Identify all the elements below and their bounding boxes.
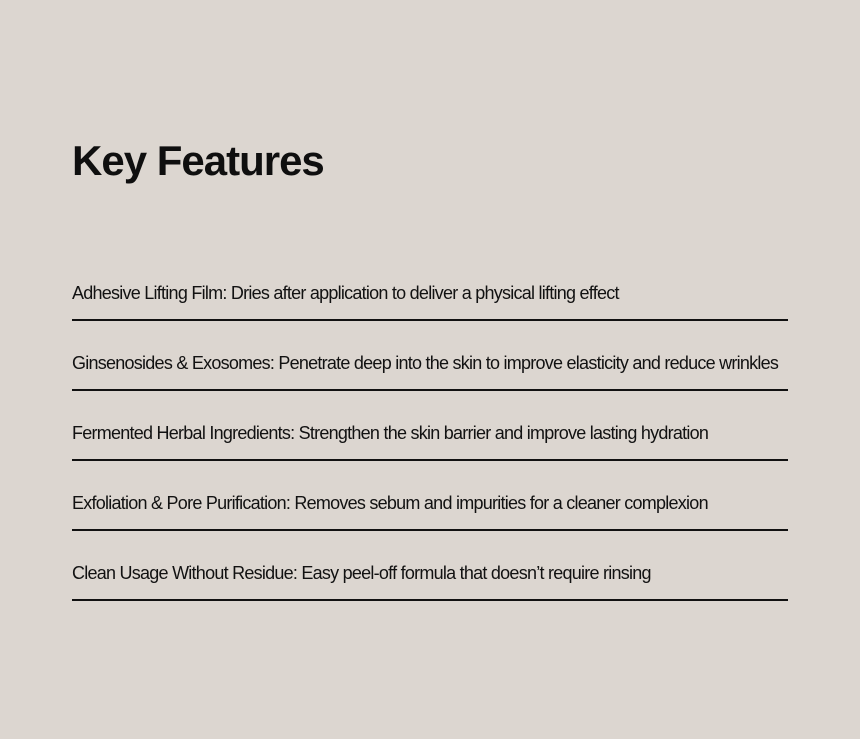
feature-item-text: Fermented Herbal Ingredients: Strengthen the skin barrier and improve lasting hydration — [72, 423, 709, 443]
list-item — [72, 391, 788, 461]
feature-item-text: Ginsenosides & Exosomes: Penetrate deep into the skin to improve elasticity and reduce wrinkles — [72, 353, 779, 373]
feature-item-text: Adhesive Lifting Film: Dries after application to deliver a physical lifting effect — [72, 283, 619, 303]
list-item — [72, 531, 788, 601]
feature-list — [72, 270, 788, 601]
page-title: Key Features — [72, 137, 324, 184]
feature-item-text: Clean Usage Without Residue: Easy peel-off formula that doesn’t require rinsing — [72, 563, 651, 583]
feature-item-text: Exfoliation & Pore Purification: Removes sebum and impurities for a cleaner complexion — [72, 493, 708, 513]
list-item — [72, 321, 788, 391]
list-item — [72, 461, 788, 531]
list-item — [72, 270, 788, 321]
